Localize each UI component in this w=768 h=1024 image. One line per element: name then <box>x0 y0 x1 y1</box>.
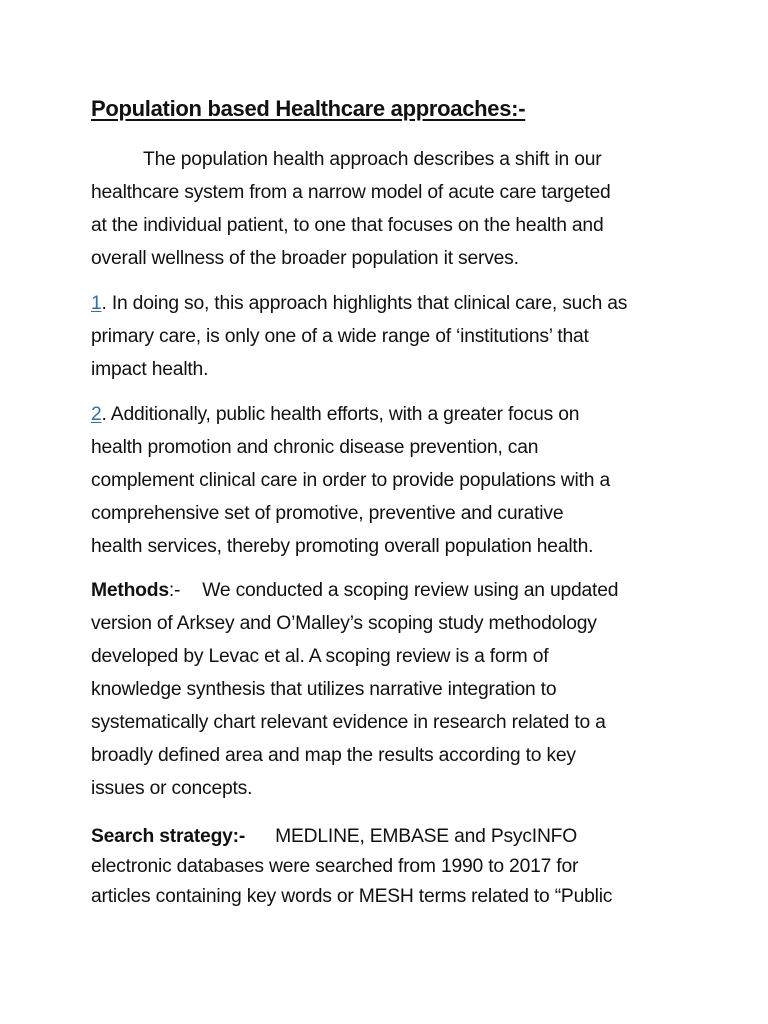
point-2-first-line <box>91 398 691 431</box>
point-2-line: complement clinical care in order to provide populations with a <box>91 470 610 491</box>
methods-line: version of Arksey and O’Malley’s scoping study methodology <box>91 613 597 634</box>
methods-line: developed by Levac et al. A scoping review is a form of <box>91 646 549 667</box>
search-strategy-label: Search strategy:- <box>91 826 246 847</box>
point-1-line: primary care, is only one of a wide range of ‘institutions’ that <box>91 326 589 347</box>
reference-link-2[interactable]: 2 <box>91 404 102 425</box>
search-strategy-line: MEDLINE, EMBASE and PsycINFO <box>275 826 578 847</box>
intro-paragraph <box>91 143 691 275</box>
methods-paragraph <box>91 574 691 805</box>
methods-line: issues or concepts. <box>91 778 253 799</box>
point-2-paragraph <box>91 398 691 563</box>
methods-line: We conducted a scoping review using an updated <box>202 580 619 601</box>
point-1-paragraph <box>91 287 691 386</box>
page-title: Population based Healthcare approaches:- <box>91 96 526 121</box>
methods-line: broadly defined area and map the results according to key <box>91 745 576 766</box>
search-strategy-first-line <box>91 822 691 852</box>
point-1-line: impact health. <box>91 359 209 380</box>
point-2-line: comprehensive set of promotive, preventive and curative <box>91 503 564 524</box>
intro-line: at the individual patient, to one that focuses on the health and <box>91 215 604 236</box>
intro-line: The population health approach describes a shift in our <box>143 149 602 170</box>
search-strategy-line: articles containing key words or MESH terms related to “Public <box>91 886 613 907</box>
reference-link-1[interactable]: 1 <box>91 293 102 314</box>
intro-line: healthcare system from a narrow model of acute care targeted <box>91 182 611 203</box>
point-1-line: . In doing so, this approach highlights that clinical care, such as <box>101 293 628 314</box>
methods-line: systematically chart relevant evidence in research related to a <box>91 712 606 733</box>
search-strategy-line: electronic databases were searched from 1990 to 2017 for <box>91 856 579 877</box>
methods-label: Methods <box>91 580 169 601</box>
point-2-line: health promotion and chronic disease prevention, can <box>91 437 539 458</box>
methods-line: knowledge synthesis that utilizes narrative integration to <box>91 679 557 700</box>
search-strategy-paragraph <box>91 822 691 912</box>
point-2-line: health services, thereby promoting overall population health. <box>91 536 594 557</box>
intro-line: overall wellness of the broader population it serves. <box>91 248 519 269</box>
point-2-line: . Additionally, public health efforts, with a greater focus on <box>101 404 580 425</box>
methods-first-line <box>91 574 691 607</box>
methods-separator: :- <box>168 580 181 601</box>
point-1-first-line <box>91 287 691 320</box>
